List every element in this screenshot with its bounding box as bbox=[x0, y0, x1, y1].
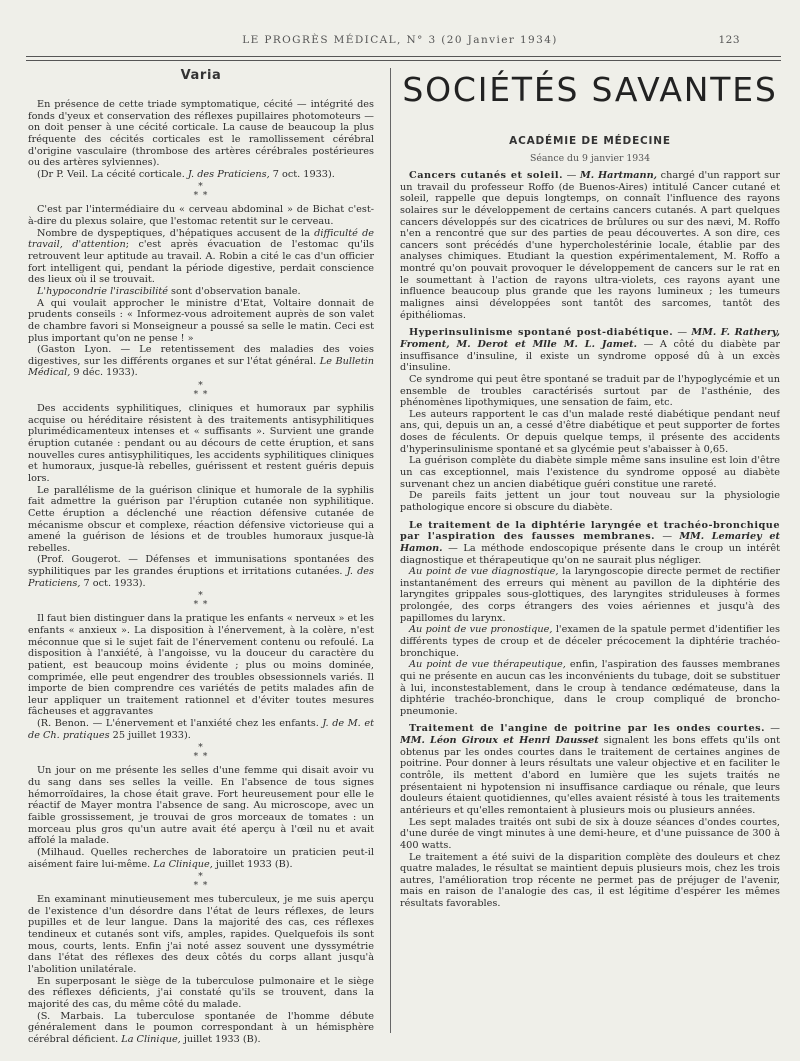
column-divider bbox=[390, 68, 391, 1033]
citation-journal: La Clinique, bbox=[121, 1033, 181, 1045]
citation-journal: J. des Praticiens, bbox=[28, 566, 374, 589]
section-separator: * * * bbox=[193, 872, 209, 892]
article-title: Cancers cutanés et soleil. bbox=[409, 170, 563, 181]
paragraph-text: l'examen de la spatule permet d'identifier les différents types de croup et de déceler précocement la diphtérie trachéo-bronchique. bbox=[400, 624, 780, 659]
citation-date: 25 juillet 1933). bbox=[109, 729, 191, 741]
citation-date: juillet 1933 (B). bbox=[212, 858, 293, 870]
left-column bbox=[28, 66, 374, 1056]
citation-date: 7 oct. 1933). bbox=[80, 577, 146, 589]
right-column bbox=[400, 66, 780, 1056]
article-text: — A côté du diabète par insuffisance d'insuline, il existe un syndrome opposé dû à un excès d'insuline. bbox=[400, 338, 780, 374]
section-separator: * * * bbox=[193, 591, 209, 611]
paragraph: Les auteurs rapportent le cas d'un malade resté diabétique pendant neuf ans, qui, depuis un an, a cessé d'être diabétique et peut supporter de fortes doses de féculents. Or depuis quelque temps, il présente des accidents d'hyperinsulinisme spontané et sa glycémie peut s'abaisser à 0,65. bbox=[400, 408, 780, 455]
paragraph-text: sont d'observation banale. bbox=[167, 285, 301, 297]
paragraph-italic: Au point de vue diagnostique, bbox=[409, 566, 559, 578]
header-rule bbox=[26, 56, 781, 57]
citation bbox=[28, 554, 374, 589]
paragraph: Le traitement a été suivi de la disparition complète des douleurs et chez quatre malades, le résultat se maintient depuis plusieurs mois, chez les trois autres, l'amélioration trop récente ne permet pas de préjuger de l'avenir, mais en raison de l'analogie des cas, il est légitime d'espérer les mêmes résultats favorables. bbox=[400, 851, 780, 910]
paragraph: Un jour on me présente les selles d'une femme qui disait avoir vu du sang dans ses selles la veille. En l'absence de tous signes hémorroïdaires, la chose était grave. Fort heureusement pour elle le réactif de Mayer montra l'absence de sang. Au microscope, avec un faible grossissement, je trouvai de gros morceaux de tomates : un morceau plus gros qu'un autre avait été aperçu à l'œil nu et avait affolé la malade. bbox=[28, 765, 374, 847]
article-title: Hyperinsulinisme spontané post-diabétique. bbox=[409, 327, 674, 339]
citation bbox=[28, 1011, 374, 1046]
article-paragraph: Le traitement de la diphtérie laryngée et trachéo-bronchique par l'aspiration des fausses membranes. — MM. Lemariey et Hamon. — La méthode endoscopique présente dans le croup un intérêt diagnostique et thérapeutique qu'on ne saurait plus négliger. bbox=[400, 519, 780, 566]
article-title: Le traitement de la diphtérie laryngée et trachéo-bronchique par l'aspiration des fausses membranes. bbox=[400, 519, 780, 543]
paragraph: La guérison complète du diabète simple même sans insuline est loin d'être un cas exceptionnel, mais l'existence du syndrome opposé au diabète survenant chez un ancien diabétique guéri constitue une rareté. bbox=[400, 455, 780, 490]
paragraph-italic: Au point de vue pronostique, bbox=[409, 624, 553, 636]
section-separator: * * * bbox=[193, 381, 209, 401]
article-authors: M. Hartmann, bbox=[579, 170, 658, 181]
article-paragraph: Cancers cutanés et soleil. — M. Hartmann, chargé d'un rapport sur un travail du professeur Roffo (de Buenos-Aires) intitulé Cancer cutané et soleil, rappelle que depuis longtemps, on connaît l'influence des rayons solaires sur le développement de certains cancers cutanés. A part quelques cancers développés sur des cicatrices de brûlures ou sur des nævi, M. Roffo n'en a rencontré que sur des parties de peau découvertes. A son dire, ces cancers sont précédés d'une hypercholestérinie locale, établie par des analyses chimiques. Etudiant la question expérimentalement, M. Roffo a montré qu'on pouvait provoquer le développement de cancers sur le rat en le soumettant à l'action de rayons ultra-violets, ces rayons ayant une influence beaucoup plus grande que les rayons lumineux ; les tumeurs malignes ainsi développées sont tantôt des sarcomes, tantôt des épithéliomas. bbox=[400, 170, 780, 321]
paragraph: De pareils faits jettent un jour tout nouveau sur la physiologie pathologique encore si obscure du diabète. bbox=[400, 490, 780, 513]
paragraph-text: la laryngoscopie directe permet de rectifier instantanément des erreurs qui mènent au pavillon de la diphtérie des laryngites grippales sous-glottiques, des laryngites striduleuses à formes prolongée, des corps étrangers des voies aériennes et jusqu'à des papillomes du larynx. bbox=[400, 566, 780, 624]
header-rule-2 bbox=[26, 60, 781, 61]
citation bbox=[28, 169, 374, 181]
section-separator: * * * bbox=[193, 182, 209, 202]
article-text: signalent les bons effets qu'ils ont obtenus par les ondes courtes dans le traitement de certaines angines de poitrine. Pour donner à leurs résultats une valeur objective et en faciliter le contrôle, ils mettent d'abord en lumière que les sujets traités ne présentaient ni hypotension ni insuffisance cardiaque ou rénale, que leurs douleurs étaient quotidiennes, qu'elles avaient résisté à tous les traitements antérieurs et qu'elles remontaient à plusieurs mois ou plusieurs années. bbox=[400, 735, 780, 816]
citation-text: (Gaston Lyon. — Le retentissement des maladies des voies digestives, sur les différents organes et sur l'état général. bbox=[28, 344, 374, 367]
citation bbox=[28, 718, 374, 741]
citation-date: 7 oct. 1933). bbox=[269, 168, 335, 180]
article-authors: MM. Lemariey et Hamon. bbox=[400, 531, 780, 554]
paragraph: A qui voulait approcher le ministre d'Etat, Voltaire donnait de prudents conseils : « Informez-vous adroitement auprès de son valet de chambre favori si Monseigneur a poussé sa selle le matin. Ceci est plus important qu'on ne pense ! » bbox=[28, 297, 374, 344]
paragraph-italic: difficulté de travail, d'attention bbox=[28, 227, 374, 251]
citation-date: juillet 1933 (B). bbox=[180, 1033, 261, 1045]
session-date: Séance du 9 janvier 1934 bbox=[529, 153, 651, 164]
section-title: SOCIÉTÉS SAVANTES bbox=[402, 70, 778, 109]
paragraph: Le parallélisme de la guérison clinique et humorale de la syphilis fait admettre la guérison par l'éruption cutanée non syphilitique. Cette éruption a déclenché une réaction défensive cutanée de mécanisme obscur et complexe, réaction défensive victorieuse qui a amené la guérison de lésions et de troubles humoraux jusque-là rebelles. bbox=[28, 484, 374, 554]
page-number: 123 bbox=[718, 34, 740, 46]
article-authors: MM. F. Rathery, Froment, M. Derot et Mlle M. L. Jamet. bbox=[400, 327, 780, 350]
paragraph-text: enfin, l'aspiration des fausses membranes qui ne présente en aucun cas les inconvénients du tubage, doit se substituer à lui, inconstestablement, dans le croup à tendance œdémateuse, dans la diphtérie trachéo-bronchique, dans le croup compliqué de broncho-pneumonie. bbox=[400, 659, 780, 717]
article-title: Traitement de l'angine de poitrine par les ondes courtes. bbox=[409, 723, 765, 735]
paragraph-italic: Au point de vue thérapeutique, bbox=[409, 659, 566, 671]
paragraph bbox=[400, 659, 780, 717]
article-paragraph: Hyperinsulinisme spontané post-diabétique. — MM. F. Rathery, Froment, M. Derot et Mlle M. L. Jamet. — A côté du diabète par insuffisance d'insuline, il existe un syndrome opposé dû à un excès d'insuline. bbox=[400, 327, 780, 374]
citation-journal: J. des Praticiens, bbox=[187, 168, 270, 180]
paragraph bbox=[28, 286, 374, 298]
citation-journal: J. de M. et de Ch. pratiques bbox=[28, 718, 374, 741]
paragraph-text: Nombre de dyspeptiques, d'hépatiques accusent de la bbox=[37, 227, 315, 239]
article-authors: MM. Léon Giroux et Henri Dausset bbox=[400, 735, 599, 747]
citation-text: (Milhaud. Quelles recherches de laboratoire un praticien peut-il aisément faire lui-même. bbox=[28, 846, 374, 870]
citation-text: (Dr P. Veil. La cécité corticale. bbox=[37, 168, 188, 180]
paragraph bbox=[400, 624, 780, 659]
paragraph-italic: L'hypocondrie l'irascibilité bbox=[37, 285, 168, 297]
citation bbox=[28, 344, 374, 379]
citation-text: (Prof. Gougerot. — Défenses et immunisations spontanées des syphilitiques par les grandes éruptions et irritations cutanées. bbox=[28, 554, 374, 578]
paragraph: Il faut bien distinguer dans la pratique les enfants « nerveux » et les enfants « anxieux ». La disposition à l'énervement, à la colère, n'est méconnue que si le sujet fait de l'énervement contenu ou refoulé. La disposition à l'anxiété, à l'angoisse, vu la douceur du caractère du patient, est beaucoup moins évidente ; plus ou moins dominée, comprimée, elle peut engendrer des troubles obsessionnels variés. Il importe de bien comprendre ces variétés de petits malades afin de leur appliquer un traitement rationnel et d'éviter toutes mesures fâcheuses et aggravantes bbox=[28, 613, 374, 718]
article-paragraph: Traitement de l'angine de poitrine par les ondes courtes. — MM. Léon Giroux et Henri Dausset signalent les bons effets qu'ils ont obtenus par les ondes courtes dans le traitement de certaines angines de poitrine. Pour donner à leurs résultats une valeur objective et en faciliter le contrôle, ils mettent d'abord en lumière que les sujets traités ne présentaient ni hypotension ni insuffisance cardiaque ou rénale, que leurs douleurs étaient quotidiennes, qu'elles avaient résisté à tous les traitements antérieurs et qu'elles remontaient à plusieurs mois ou plusieurs années. bbox=[400, 723, 780, 816]
academy-heading: ACADÉMIE DE MÉDECINE bbox=[509, 135, 671, 147]
article-text: chargé d'un rapport sur un travail du professeur Roffo (de Buenos-Aires) intitulé Cancer cutané et soleil, rappelle que depuis longtemps, on connaît l'influence des rayons solaires sur le développement de certains cancers cutanés. A part quelques cancers développés sur des cicatrices de brûlures ou sur des nævi, M. Roffo n'en a rencontré que sur des parties de peau découvertes. A son dire, ces cancers sont précédés d'une hypercholestérinie locale, établie par des analyses chimiques. Etudiant la question expérimentalement, M. Roffo a montré qu'on pouvait provoquer le développement de cancers sur le rat en le soumettant à l'action de rayons ultra-violets, ces rayons ayant une influence beaucoup plus grande que les rayons lumineux ; les tumeurs malignes ainsi développées sont tantôt des sarcomes, tantôt des épithéliomas. bbox=[400, 170, 780, 321]
article-text: — La méthode endoscopique présente dans le croup un intérêt diagnostique et thérapeutique qu'on ne saurait plus négliger. bbox=[400, 542, 780, 566]
paragraph: C'est par l'intermédiaire du « cerveau abdominal » de Bichat c'est-à-dire du plexus solaire, que l'estomac retentit sur le cerveau. bbox=[28, 204, 374, 228]
citation bbox=[28, 847, 374, 870]
paragraph bbox=[400, 566, 780, 624]
paragraph-text: ; c'est après évacuation de l'estomac qu'ils retrouvent leur aptitude au travail. A. Robin a cité le cas d'un officier fort intelligent qui, pendant la période digestive, perdait conscience des lieux où il se trouvait. bbox=[28, 239, 374, 286]
citation-text: (R. Benon. — L'énervement et l'anxiété chez les enfants. bbox=[37, 718, 323, 730]
paragraph: En examinant minutieusement mes tuberculeux, je me suis aperçu de l'existence d'un désordre dans l'état de leurs réflexes, de leurs pupilles et de leur langue. Dans la majorité des cas, ces réflexes tendineux et cutanés sont vifs, amples, rapides. Quelquefois ils sont mous, courts, lents. Enfin j'ai noté assez souvent une dyssymétrie dans l'état des réflexes des deux côtés du corps allant jusqu'à l'abolition unilatérale. bbox=[28, 894, 374, 975]
journal-title: LE PROGRÈS MÉDICAL, N° 3 (20 Janvier 1934) bbox=[242, 34, 558, 46]
citation-journal: La Clinique, bbox=[153, 858, 213, 870]
citation-journal: Le Bulletin Médical, bbox=[28, 355, 374, 379]
varia-heading: Varia bbox=[180, 68, 222, 83]
paragraph: Des accidents syphilitiques, cliniques et humoraux par syphilis acquise ou héréditaire résistent à des traitements antisyphilitiques plurimédicamenteux intenses et « suffisants ». Survient une grande éruption cutanée : pendant ou au décours de cette éruption, et sans nouvelles cures antisyphilitiques, les accidents syphilitiques cliniques et humoraux, jusque-là rebelles, guérissent et restent guéris depuis lors. bbox=[28, 403, 374, 484]
paragraph: En présence de cette triade symptomatique, cécité — intégrité des fonds d'yeux et conservation des réflexes pupillaires photomoteurs — on doit penser à une cécité corticale. La cause de beaucoup la plus fréquente des cécités corticales est le ramollissement cérébral d'origine vasculaire (thrombose des artères cérébrales postérieures ou des artères sylviennes). bbox=[28, 99, 374, 169]
paragraph: Les sept malades traités ont subi de six à douze séances d'ondes courtes, d'une durée de vingt minutes à une demi-heure, et d'une puissance de 300 à 400 watts. bbox=[400, 816, 780, 851]
citation-date: 9 déc. 1933). bbox=[70, 367, 138, 379]
section-separator: * * * bbox=[193, 743, 209, 763]
citation-text: (S. Marbais. La tuberculose spontanée de l'homme débute généralement dans le poumon correspondant à un hémisphère cérébral déficient. bbox=[28, 1010, 374, 1045]
running-header bbox=[0, 34, 800, 50]
paragraph: Ce syndrome qui peut être spontané se traduit par de l'hypoglycémie et un ensemble de troubles caractérisés surtout par de l'asthénie, des phénomènes lipothymiques, une sensation de faim, etc. bbox=[400, 373, 780, 409]
paragraph bbox=[28, 228, 374, 286]
paragraph: En superposant le siège de la tuberculose pulmonaire et le siège des réflexes déficients, j'ai constaté qu'ils se trouvent, dans la majorité des cas, du même côté du malade. bbox=[28, 975, 374, 1010]
